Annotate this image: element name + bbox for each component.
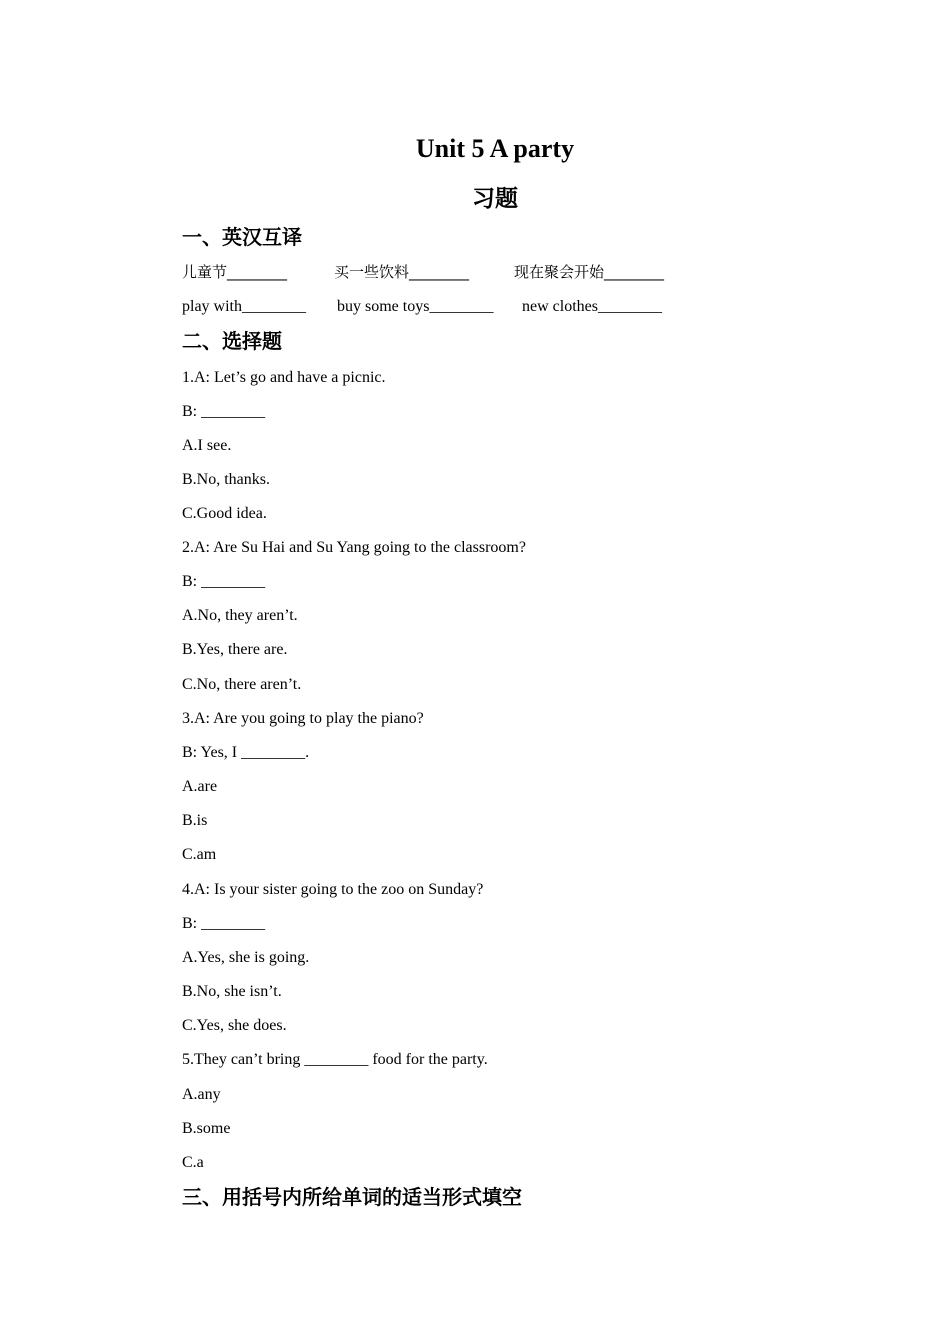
question-line: B: ________ [182,573,266,590]
translation-item: new clothes________ [522,298,662,315]
question-line: B: ________ [182,403,266,420]
question-line: A.are [182,778,218,795]
translation-item: 买一些饮料________ [334,263,470,281]
question-line: A.any [182,1086,221,1103]
question-line: A.Yes, she is going. [182,949,310,966]
section-heading-translation: 一、英汉互译 [182,225,302,249]
translation-item: 儿童节________ [182,263,288,281]
question-line: B: ________ [182,915,266,932]
question-line: B.is [182,812,208,829]
page-title: Unit 5 A party [415,134,575,163]
question-line: C.a [182,1154,204,1171]
question-line: B: Yes, I ________. [182,744,310,761]
question-line: B.No, she isn’t. [182,983,282,1000]
question-line: 4.A: Is your sister going to the zoo on Sunday? [182,881,484,898]
question-line: B.some [182,1120,231,1137]
question-line: C.No, there aren’t. [182,676,302,693]
question-line: C.Yes, she does. [182,1017,287,1034]
translation-item: buy some toys________ [337,298,494,315]
question-line: B.Yes, there are. [182,641,288,658]
question-line: A.No, they aren’t. [182,607,298,624]
question-line: 1.A: Let’s go and have a picnic. [182,369,386,386]
question-line: 5.They can’t bring ________ food for the party. [182,1051,488,1068]
section-heading-multiple-choice: 二、选择题 [182,329,282,353]
section-heading-fill-in: 三、用括号内所给单词的适当形式填空 [182,1185,522,1209]
translation-item: play with________ [182,298,306,315]
question-line: B.No, thanks. [182,471,270,488]
question-line: C.Good idea. [182,505,267,522]
translation-item: 现在聚会开始________ [514,263,665,281]
question-line: 3.A: Are you going to play the piano? [182,710,424,727]
question-line: 2.A: Are Su Hai and Su Yang going to the classroom? [182,539,526,556]
page-subtitle: 习题 [472,186,518,212]
question-line: A.I see. [182,437,232,454]
question-line: C.am [182,846,217,863]
